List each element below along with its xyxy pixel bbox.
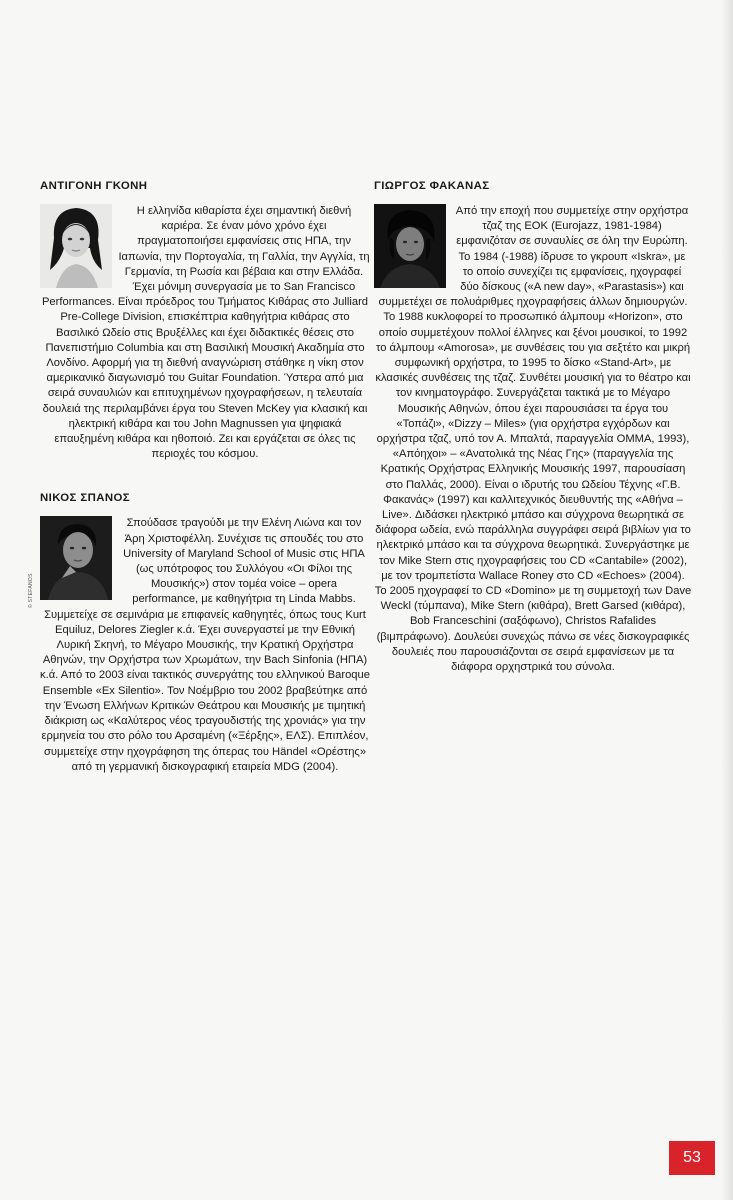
portrait-image xyxy=(374,204,446,288)
portrait-image xyxy=(40,204,112,288)
photo-credit: © STEFANOS xyxy=(28,573,34,609)
portrait-photo-nikos xyxy=(28,516,112,609)
portrait-photo-giorgos xyxy=(374,204,446,288)
page-number-label: 53 xyxy=(683,1149,701,1166)
portrait-photo-antigoni xyxy=(40,204,112,288)
bio-heading-giorgos: ΓΙΩΡΓΟΣ ΦΑΚΑΝΑΣ xyxy=(374,180,490,192)
page-number xyxy=(669,1141,715,1175)
portrait-image xyxy=(40,516,112,600)
left-column xyxy=(28,178,370,803)
page-edge-shadow xyxy=(721,0,733,1200)
bio-text-giorgos: Από την εποχή που συμμετείχε στην ορχήστρα τζαζ της ΕΟΚ (Eurojazz, 1981-1984) εμφανιζόταν σε συναυλίες σε όλη την Ευρώπη. Το 1984 (-1988) ίδρυσε το γκρουπ «Iskra», με το οποίο συνεχίζει τις εμφανίσεις, ηχογραφεί δύο δίσκους («A new day», «Parastasis») και συμμετέχει σε πολυάριθμες ηχογραφήσεις άλλων δημιουργών. Το 1988 κυκλοφορεί το προσωπικό άλμπουμ «Horizon», στο οποίο συμμετέχουν πολλοί έλληνες και ξένοι μουσικοί, το 1992 το άλμπουμ «Amorosa», με συνθέσεις του για σεξτέτο και μικρή συμφωνική ορχήστρα, το 1995 το δίσκο «Stand-Art», με κλασικές συνθέσεις της τζαζ. Συνθέτει μουσική για το θέατρο και τον κινηματογράφο. Συνεργάζεται τακτικά με το Μέγαρο Μουσικής Αθηνών, όπου έχει παρουσιάσει τα έργα του «Τοπάζι», «Dizzy – Miles» (για ορχήστρα εγχόρδων και ορχήστρα τζαζ, υπό τον Α. Μπαλτά, παραγγελία ΟΜΜΑ, 1993), «Απόηχοι» – «Ανατολικά της Νέας Γης» (παραγγελία της Κρατικής Ορχήστρας Ελληνικής Μουσικής 1997, παρουσίαση στο Παλλάς, 2000). Είναι ο ιδρυτής του Ωδείου Τέχνης «Γ.Β. Φακανάς» (1997) και καλλιτεχνικός διευθυντής της «Αθήνα – Live». Διδάσκει ηλεκτρικό μπάσο και σύγχρονα θεωρητικά σε διάφορα ωδεία, ενώ παράλληλα συγγράφει σειρά βιβλίων για το ηλεκτρικό μπάσο και τα σύγχρονα θεωρητικά. Συνεργάστηκε με τον Mike Stern στις ηχογραφήσεις του CD «Cantabile» (2002), με τον τρομπετίστα Wallace Roney στο CD «Echoes» (2004). Το 2005 ηχογραφεί το CD «Domino» με τη συμμετοχή των Dave Weckl (τύμπανα), Mike Stern (κιθάρα), Brett Garsed (κιθάρα), Bob Franceschini (σαξόφωνο), Christos Rafalides (βιμπράφωνο). Δουλεύει συνεχώς πάνω σε νέες δισκογραφικές δουλειές που παρουσιάζονται σε σειρά εμφανίσεων με τα διάφορα ορχηστρικά του σύνολα. xyxy=(374,205,692,674)
bio-giorgos-fakanas xyxy=(374,178,692,675)
bio-text-antigoni: Η ελληνίδα κιθαρίστα έχει σημαντική διεθνή καριέρα. Σε έναν μόνο χρόνο έχει πραγματοποιήσει εμφανίσεις στις ΗΠΑ, την Ιαπωνία, την Πορτογαλία, τη Γαλλία, την Αγγλία, τη Γερμανία, τη Ρωσία και βέβαια και στην Ελλάδα. Έχει μόνιμη συνεργασία με το San Francisco Performances. Είναι πρόεδρος του Τμήματος Κιθάρας στο Julliard Pre-College Division, επισκέπτρια καθηγήτρια κιθάρας στο Βασιλικό Ωδείο στις Βρυξέλλες και έχει διδακτικές θέσεις στο Πανεπιστήμιο Columbia και στη Βασιλική Μουσική Ακαδημία στο Λονδίνο. Αφορμή για τη διεθνή αναγνώριση στάθηκε η νίκη στον αμερικανικό διαγωνισμό του Guitar Foundation. Ύστερα από μια σειρά συναυλιών και επιτυχημένων ηχογραφήσεων, η τελευταία δουλειά της περιλαμβάνει έργα του Steven McKey για κλασική και ηλεκτρική κιθάρα και του John Magnussen για ψηφιακά επαυξημένη κιθάρα και ηθοποιό. Ζει και εργάζεται σε όλες τις περιοχές του κόσμου. xyxy=(41,205,370,461)
right-column xyxy=(374,178,692,703)
bio-antigoni-goni xyxy=(40,178,370,462)
bio-nikos-spanos xyxy=(28,490,370,774)
bio-heading-antigoni: ΑΝΤΙΓΟΝΗ ΓΚΟΝΗ xyxy=(40,180,148,192)
bio-heading-nikos: ΝΙΚΟΣ ΣΠΑΝΟΣ xyxy=(40,492,130,505)
bio-text-nikos: Σπούδασε τραγούδι με την Ελένη Λιώνα και τον Άρη Χριστοφέλλη. Συνέχισε τις σπουδές του στο University of Maryland School of Music στις ΗΠΑ (ως υπότροφος του Συλλόγου «Οι Φίλοι της Μουσικής») στον τομέα voice – opera performance, με καθηγήτρια τη Linda Mabbs. Συμμετείχε σε σεμινάρια με επιφανείς καθηγητές, όπως τους Kurt Equiluz, Delores Ziegler κ.ά. Έχει συνεργαστεί με την Εθνική Λυρική Σκηνή, το Μέγαρο Μουσικής, την Κρατική Ορχήστρα Αθηνών, την Ορχήστρα των Χρωμάτων, την Bach Sinfonia (ΗΠΑ) κ.ά. Από το 2003 είναι τακτικός συνεργάτης του ελληνικού Baroque Ensemble «Ex Silentio». Τον Νοέμβριο του 2002 βραβεύτηκε από την Ένωση Ελλήνων Κριτικών Θεάτρου και Μουσικής με τιμητική διάκριση ως «Καλύτερος νέος τραγουδιστής της χρονιάς» για την ερμηνεία του στο ρόλο του Αρσαμένη («Ξέρξης», ΕΛΣ). Επιπλέον, συμμετείχε στην ηχογράφηση της όπερας του Händel «Ορέστης» από τη γερμανική δισκογραφική εταιρεία MDG (2004). xyxy=(40,517,370,773)
